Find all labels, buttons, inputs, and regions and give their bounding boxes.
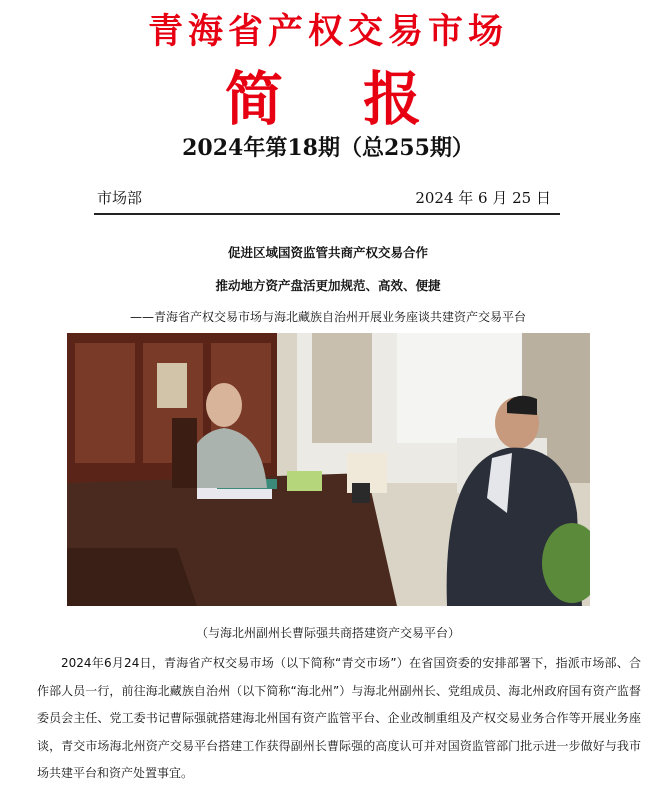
issue-date: 2024 年 6 月 25 日 xyxy=(415,189,551,207)
header-divider xyxy=(94,213,560,215)
article-title-line-1: 促进区域国资监管共商产权交易合作 xyxy=(227,245,428,260)
issue-number: 2024年第18期（总255期） xyxy=(182,135,474,161)
photo-caption: （与海北州副州长曹际强共商搭建资产交易平台） xyxy=(195,626,460,640)
article-title-line-2: 推动地方资产盘活更加规范、高效、便捷 xyxy=(215,278,441,293)
article-paragraph: 2024年6月24日，青海省产权交易市场（以下简称“青交市场”）在省国资委的安排部署下，指派市场部、合作部人员一行，前往海北藏族自治州（以下简称“海北州”）与海北州副州长、党组成员、海北州政府国有资产监督委员会主任、党工委书记曹际强就搭建海北州国有资产监管平台、企业改制重组及产权交易业务合作等开展业务座谈，青交市场海北州资产交易平台搭建工作获得副州长曹际强的高度认可并对国资监管部门批示进一步做好与我市场共建平台和资产处置事宜。 xyxy=(37,656,641,780)
meeting-photo xyxy=(67,333,590,606)
article-subtitle: ——青海省产权交易市场与海北藏族自治州开展业务座谈共建资产交易平台 xyxy=(129,310,526,324)
document-type-title: 简 报 xyxy=(224,65,452,133)
org-name: 青海省产权交易市场 xyxy=(147,12,508,52)
department: 市场部 xyxy=(97,189,143,207)
